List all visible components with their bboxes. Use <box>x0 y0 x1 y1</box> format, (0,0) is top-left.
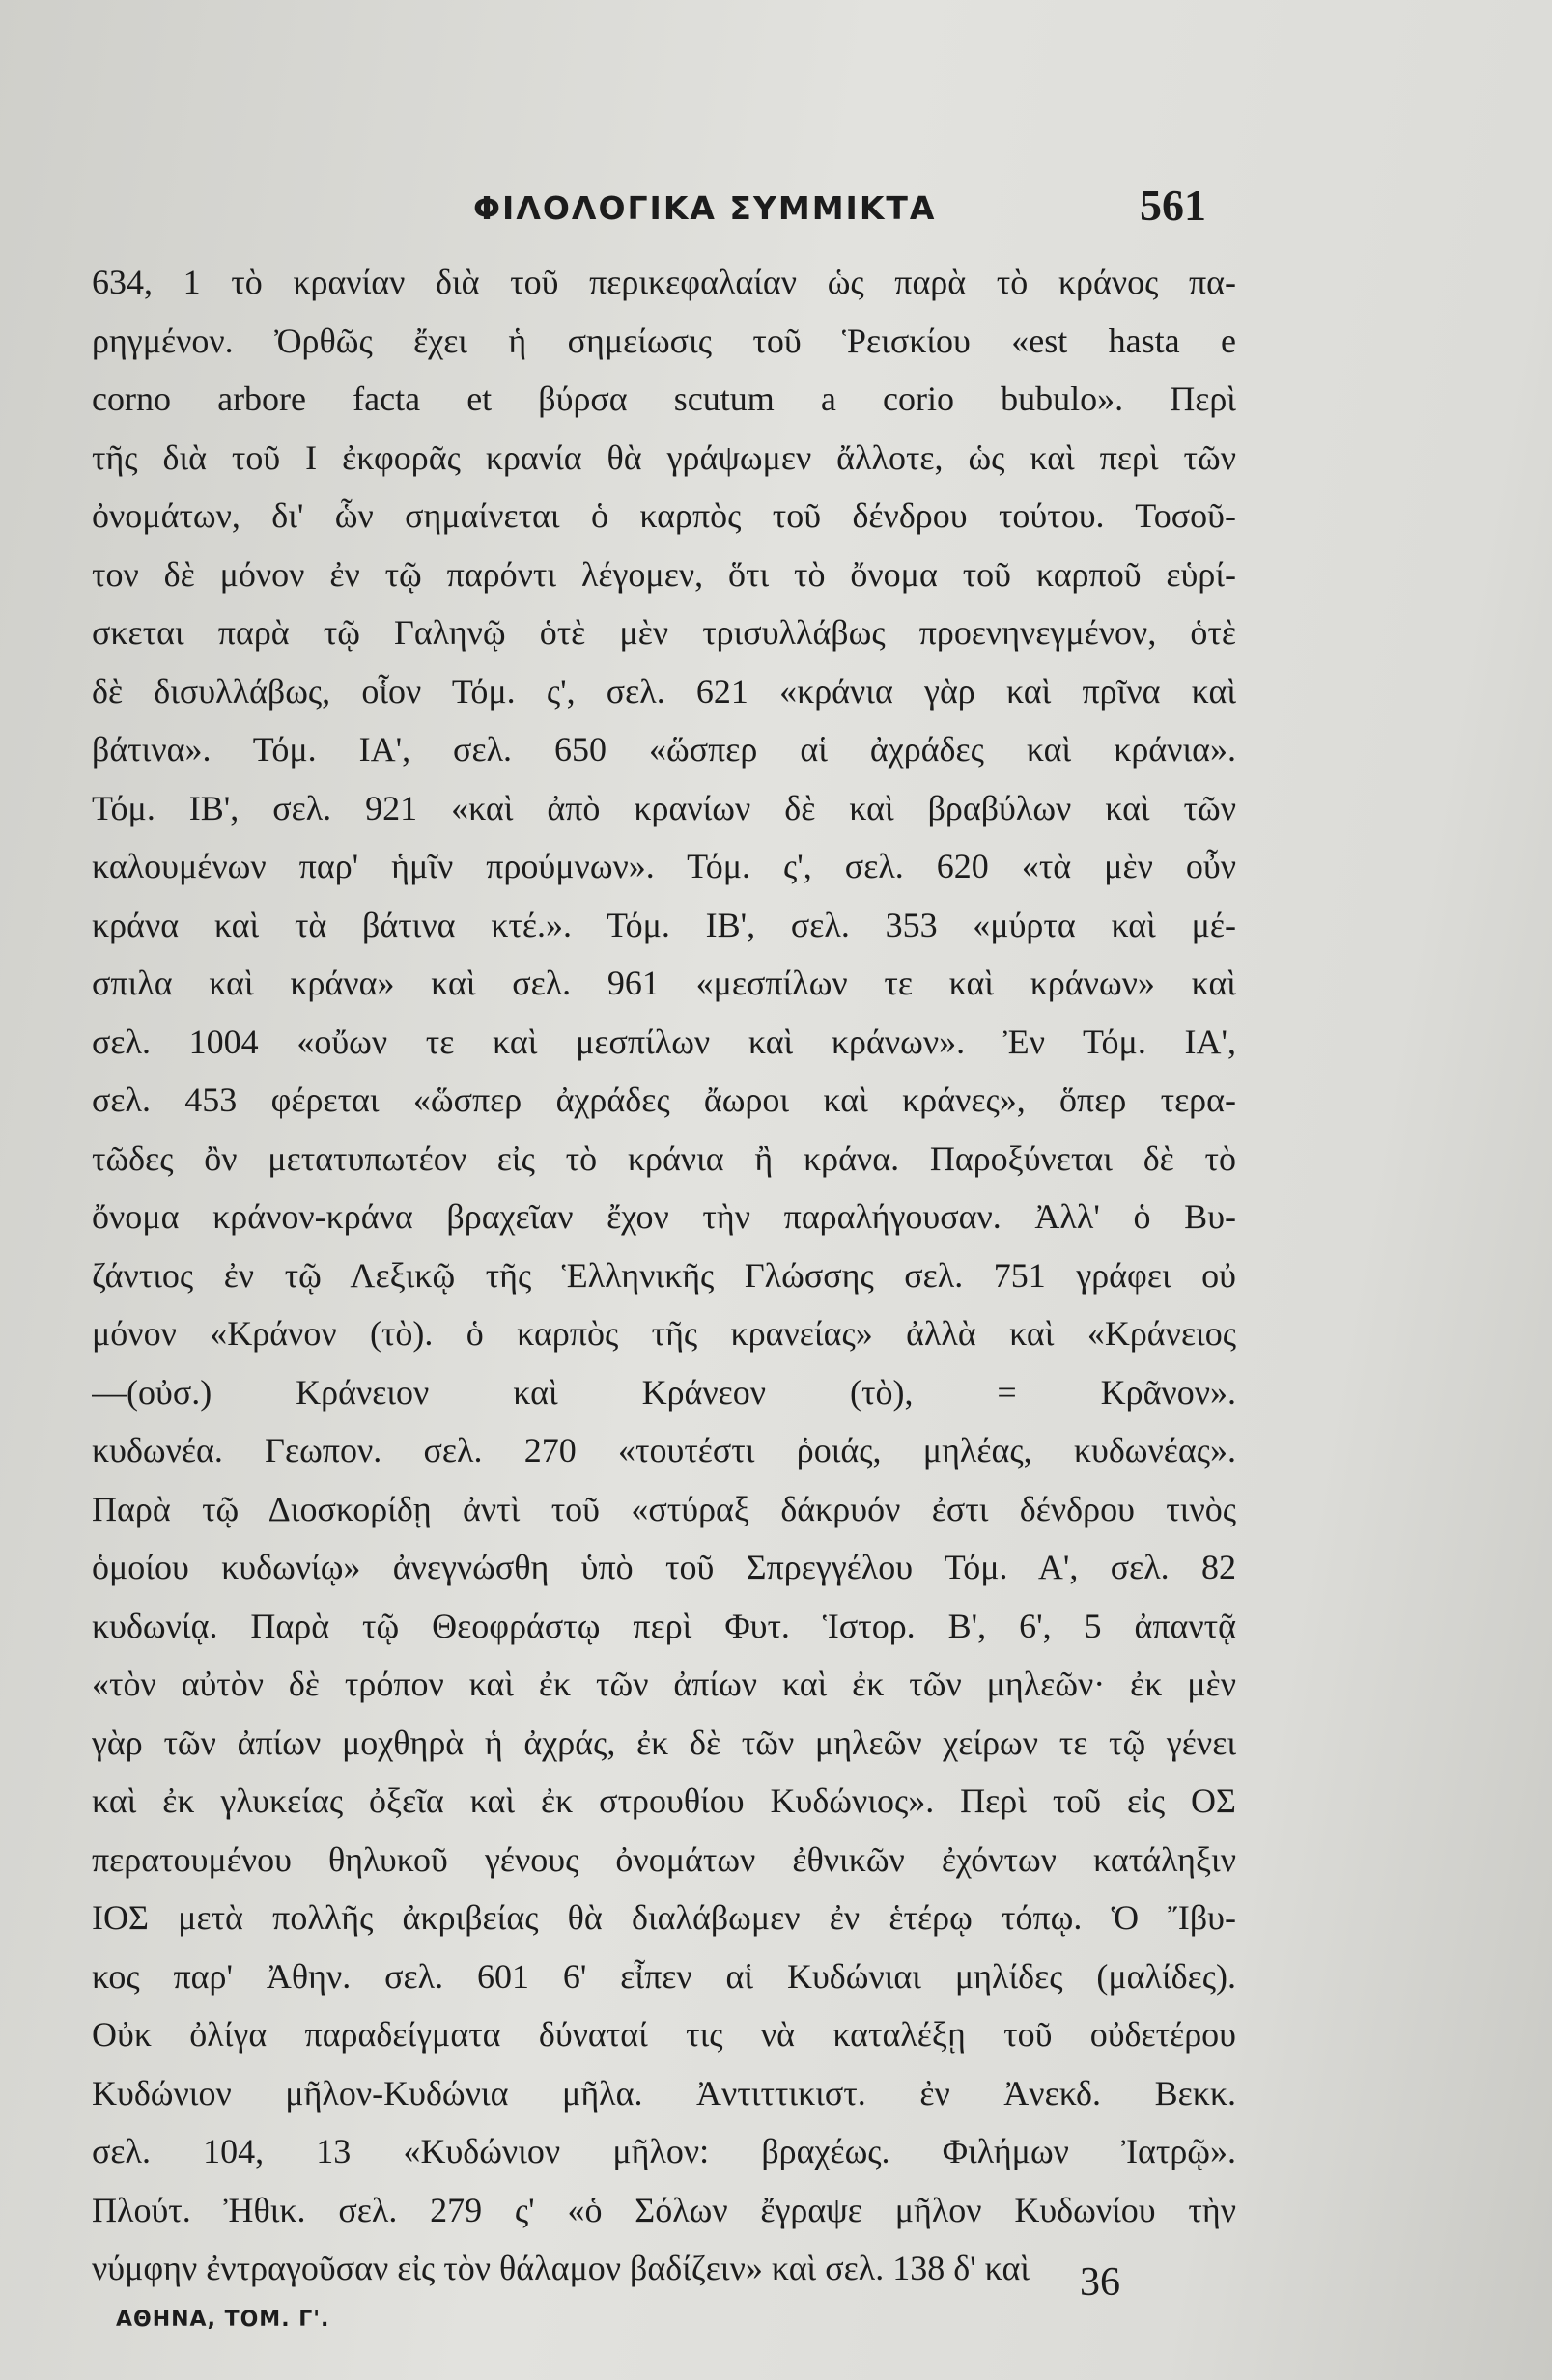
text-line: ΙΟΣ μετὰ πολλῆς ἀκριβείας θὰ διαλάβωμεν ἐν ἑτέρῳ τόπῳ. Ὁ Ἴβυ- <box>92 1898 1236 1937</box>
running-head <box>0 183 1552 241</box>
text-line: ὁμοίου κυδωνίῳ» ἀνεγνώσθη ὑπὸ τοῦ Σπρεγγέλου Τόμ. Α', σελ. 82 <box>92 1548 1236 1586</box>
text-line: σκεται παρὰ τῷ Γαληνῷ ὁτὲ μὲν τρισυλλάβως προενηνεγμένον, ὁτὲ <box>92 613 1236 652</box>
text-line: περατουμένου θηλυκοῦ γένους ὀνομάτων ἐθνικῶν ἐχόντων κατάληξιν <box>92 1839 1236 1879</box>
text-line: 634, 1 τὸ κρανίαν διὰ τοῦ περικεφαλαίαν ὡς παρὰ τὸ κράνος πα- <box>92 263 1236 301</box>
text-line: νύμφην ἐντραγοῦσαν εἰς τὸν θάλαμον βαδίζειν» καὶ σελ. 138 δ' καὶ <box>92 2249 1030 2287</box>
text-line: κυδωνέα. Γεωπον. σελ. 270 «τουτέστι ῥοιάς, μηλέας, κυδωνέας». <box>92 1431 1236 1470</box>
text-line: «τὸν αὐτὸν δὲ τρόπον καὶ ἐκ τῶν ἀπίων καὶ ἐκ τῶν μηλεῶν· ἐκ μὲν <box>92 1665 1236 1703</box>
text-line: ὄνομα κράνον-κράνα βραχεῖαν ἔχον τὴν παραλήγουσαν. Ἀλλ' ὁ Βυ- <box>92 1197 1236 1236</box>
text-line: γὰρ τῶν ἀπίων μοχθηρὰ ἡ ἀχράς, ἐκ δὲ τῶν μηλεῶν χείρων τε τῷ γένει <box>92 1722 1236 1762</box>
text-line: καλουμένων παρ' ἡμῖν προύμνων». Τόμ. ς', σελ. 620 «τὰ μὲν οὖν <box>92 847 1236 885</box>
text-line: Παρὰ τῷ Διοσκορίδῃ ἀντὶ τοῦ «στύραξ δάκρυόν ἐστι δένδρου τινὸς <box>92 1489 1236 1528</box>
text-line: δὲ δισυλλάβως, οἷον Τόμ. ς', σελ. 621 «κράνια γὰρ καὶ πρῖνα καὶ <box>92 671 1236 711</box>
text-line: corno arbore facta et βύρσα scutum a corio bubulo». Περὶ <box>92 379 1236 418</box>
text-line: τῆς διὰ τοῦ Ι ἐκφορᾶς κρανία θὰ γράψωμεν ἄλλοτε, ὡς καὶ περὶ τῶν <box>92 437 1236 477</box>
text-line: βάτινα». Τόμ. ΙΑ', σελ. 650 «ὥσπερ αἱ ἀχράδες καὶ κράνια». <box>92 730 1236 769</box>
text-line: σπιλα καὶ κράνα» καὶ σελ. 961 «μεσπίλων τε καὶ κράνων» καὶ <box>92 964 1236 1002</box>
text-line: ρηγμένον. Ὀρθῶς ἔχει ἡ σημείωσις τοῦ Ῥεισκίου «est hasta e <box>92 321 1236 360</box>
text-line: μόνον «Κράνον (τὸ). ὁ καρπὸς τῆς κρανείας» ἀλλὰ καὶ «Κράνειος <box>92 1314 1236 1353</box>
text-line: τον δὲ μόνον ἐν τῷ παρόντι λέγομεν, ὅτι τὸ ὄνομα τοῦ καρποῦ εὑρί- <box>92 554 1236 594</box>
running-title: ΦΙΛΟΛΟΓΙΚΑ ΣΥΜΜΙΚΤΑ <box>473 189 937 227</box>
text-line: κος παρ' Ἀθην. σελ. 601 6' εἶπεν αἱ Κυδώνιαι μηλίδες (μαλίδες). <box>92 1956 1236 1996</box>
text-line: τῶδες ὂν μετατυπωτέον εἰς τὸ κράνια ἢ κράνα. Παροξύνεται δὲ τὸ <box>92 1138 1236 1178</box>
text-line: ζάντιος ἐν τῷ Λεξικῷ τῆς Ἑλληνικῆς Γλώσσης σελ. 751 γράφει οὐ <box>92 1255 1236 1295</box>
body-text <box>92 253 1236 2298</box>
text-line: σελ. 453 φέρεται «ὥσπερ ἀχράδες ἄωροι καὶ κράνες», ὅπερ τερα- <box>92 1080 1236 1119</box>
text-line: ὀνομάτων, δι' ὧν σημαίνεται ὁ καρπὸς τοῦ δένδρου τούτου. Τοσοῦ- <box>92 496 1236 535</box>
text-line: Τόμ. ΙΒ', σελ. 921 «καὶ ἀπὸ κρανίων δὲ καὶ βραβύλων καὶ τῶν <box>92 788 1236 827</box>
text-line: —(οὐσ.) Κράνειον καὶ Κράνεον (τὸ), = Κρᾶνον». <box>92 1372 1236 1412</box>
text-line: Οὐκ ὀλίγα παραδείγματα δύναταί τις νὰ καταλέξῃ τοῦ οὐδετέρου <box>92 2015 1236 2054</box>
text-line: κράνα καὶ τὰ βάτινα κτέ.». Τόμ. ΙΒ', σελ. 353 «μύρτα καὶ μέ- <box>92 905 1236 944</box>
page-footer <box>0 2259 1552 2346</box>
text-line: κυδωνίᾳ. Παρὰ τῷ Θεοφράστῳ περὶ Φυτ. Ἱστορ. Β', 6', 5 ἀπαντᾷ <box>92 1606 1236 1645</box>
text-line: Κυδώνιον μῆλον-Κυδώνια μῆλα. Ἀντιττικιστ. ἐν Ἀνεκδ. Βεκκ. <box>92 2073 1236 2113</box>
printer-signature: ΑΘΗΝΑ, ΤΟΜ. Γ'. <box>116 2308 330 2332</box>
text-line: σελ. 1004 «οὔων τε καὶ μεσπίλων καὶ κράνων». Ἐν Τόμ. ΙΑ', <box>92 1022 1236 1061</box>
text-line: Πλούτ. Ἠθικ. σελ. 279 ς' «ὁ Σόλων ἔγραψε μῆλον Κυδωνίου τὴν <box>92 2190 1236 2229</box>
text-line: καὶ ἐκ γλυκείας ὀξεῖα καὶ ἐκ στρουθίου Κυδώνιος». Περὶ τοῦ εἰς ΟΣ <box>92 1781 1236 1820</box>
page-number: 561 <box>1140 181 1206 230</box>
signature-number: 36 <box>1080 2260 1120 2305</box>
text-line: σελ. 104, 13 «Κυδώνιον μῆλον: βραχέως. Φιλήμων Ἰατρῷ». <box>92 2132 1236 2170</box>
